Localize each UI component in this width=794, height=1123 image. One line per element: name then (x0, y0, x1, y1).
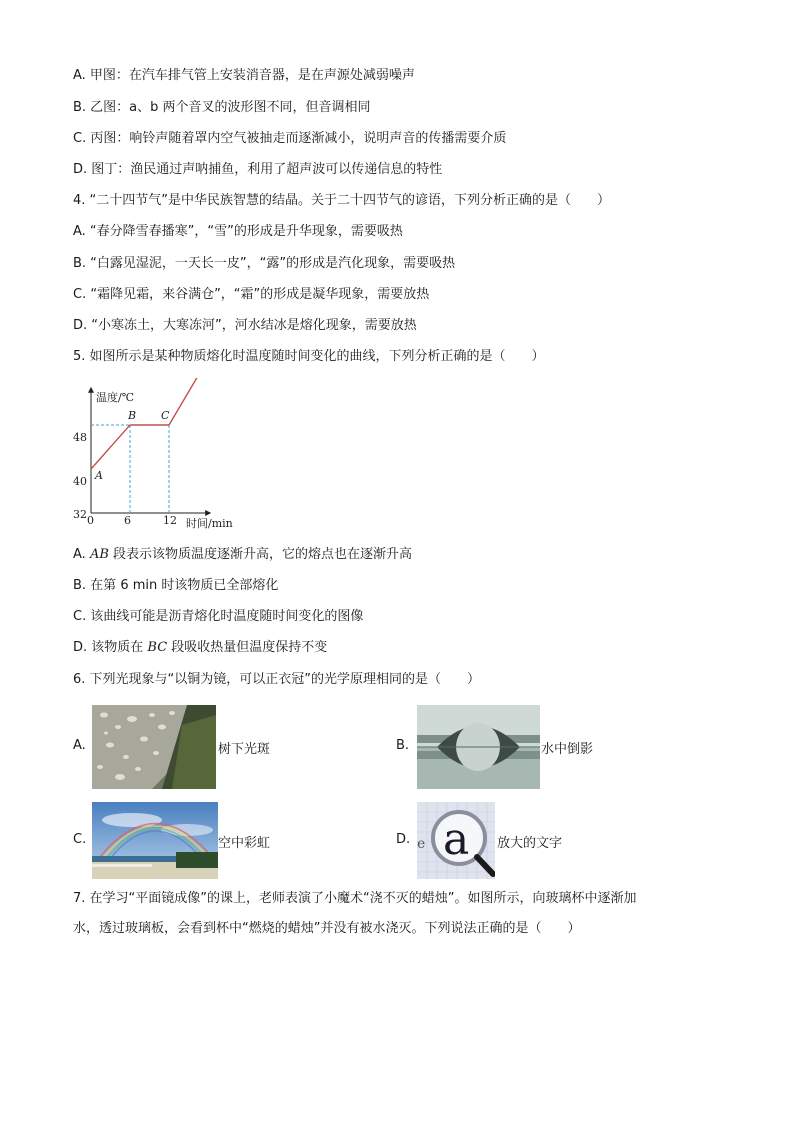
rainbow-photo (92, 802, 218, 879)
q6-stem: 6. 下列光现象与“以铜为镜，可以正衣冠”的光学原理相同的是（ ） (73, 672, 481, 687)
q5-option-b: B. 在第 6 min 时该物质已全部熔化 (73, 578, 279, 593)
bridge-reflection-photo (417, 705, 540, 789)
q4-option-d: D. “小寒冻土，大寒冻河”，河水结冰是熔化现象，需要放热 (73, 318, 417, 333)
x-tick-6: 6 (124, 514, 131, 527)
x-tick-0: 0 (87, 514, 94, 527)
q6-option-c-caption: 空中彩虹 (218, 836, 271, 851)
q3-option-c: C. 丙图：响铃声随着罩内空气被抽走而逐渐减小，说明声音的传播需要介质 (73, 131, 507, 146)
x-tick-12: 12 (163, 514, 177, 527)
temperature-time-chart (70, 378, 270, 533)
point-label-C: C (161, 409, 170, 422)
q6-option-b-letter: B. (396, 738, 410, 753)
magnified-letter: a (443, 814, 470, 865)
q3-option-b: B. 乙图：a、b 两个音叉的波形图不同，但音调相同 (73, 100, 371, 115)
y-axis-label: 温度/℃ (96, 391, 135, 404)
q4-option-b: B. “白露见湿泥，一天长一皮”，“露”的形成是汽化现象，需要吸热 (73, 256, 456, 271)
q7-line-1: 7. 在学习“平面镜成像”的课上，老师表演了小魔术“浇不灭的蜡烛”。如图所示，向玻璃杯中逐渐加 (73, 891, 637, 906)
y-tick-48: 48 (73, 431, 87, 444)
q6-option-b-caption: 水中倒影 (541, 742, 594, 757)
q3-option-d: D. 图丁：渔民通过声呐捕鱼，利用了超声波可以传递信息的特性 (73, 162, 443, 177)
q6-option-d-caption: 放大的文字 (497, 836, 563, 851)
q6-option-c-letter: C. (73, 832, 87, 847)
q6-option-a-letter: A. (73, 738, 86, 753)
q7-line-2: 水，透过玻璃板，会看到杯中“燃烧的蜡烛”并没有被水浇灭。下列说法正确的是（ ） (73, 921, 581, 936)
q5-stem: 5. 如图所示是某种物质熔化时温度随时间变化的曲线，下列分析正确的是（ ） (73, 349, 545, 364)
q3-option-a: A. 甲图：在汽车排气管上安装消音器，是在声源处减弱噪声 (73, 68, 415, 83)
point-label-B: B (128, 409, 137, 422)
q5-option-a: A. AB 段表示该物质温度逐渐升高，它的熔点也在逐渐升高 (73, 547, 413, 562)
curve-segment-CD (169, 378, 202, 425)
y-tick-32: 32 (73, 508, 87, 521)
tree-shadow-photo (92, 705, 216, 789)
y-tick-40: 40 (73, 475, 87, 488)
x-axis-label: 时间/min (186, 517, 233, 530)
q4-option-c: C. “霜降见霜，来谷满仓”，“霜”的形成是凝华现象，需要放热 (73, 287, 430, 302)
q6-option-a-caption: 树下光斑 (218, 742, 271, 757)
q6-option-d-letter: D. (396, 832, 411, 847)
curve-segment-AB (91, 425, 130, 469)
q4-stem: 4. “二十四节气”是中华民族智慧的结晶。关于二十四节气的谚语，下列分析正确的是（ ） (73, 193, 611, 208)
point-label-A: A (95, 469, 103, 482)
q4-option-a: A. “春分降雪春播寒”，“雪”的形成是升华现象，需要吸热 (73, 224, 403, 239)
magnifier-prefix: e (417, 836, 426, 852)
q5-option-d: D. 该物质在 BC 段吸收热量但温度保持不变 (73, 640, 328, 655)
q5-option-c: C. 该曲线可能是沥青熔化时温度随时间变化的图像 (73, 609, 364, 624)
magnifier-photo (417, 802, 495, 879)
